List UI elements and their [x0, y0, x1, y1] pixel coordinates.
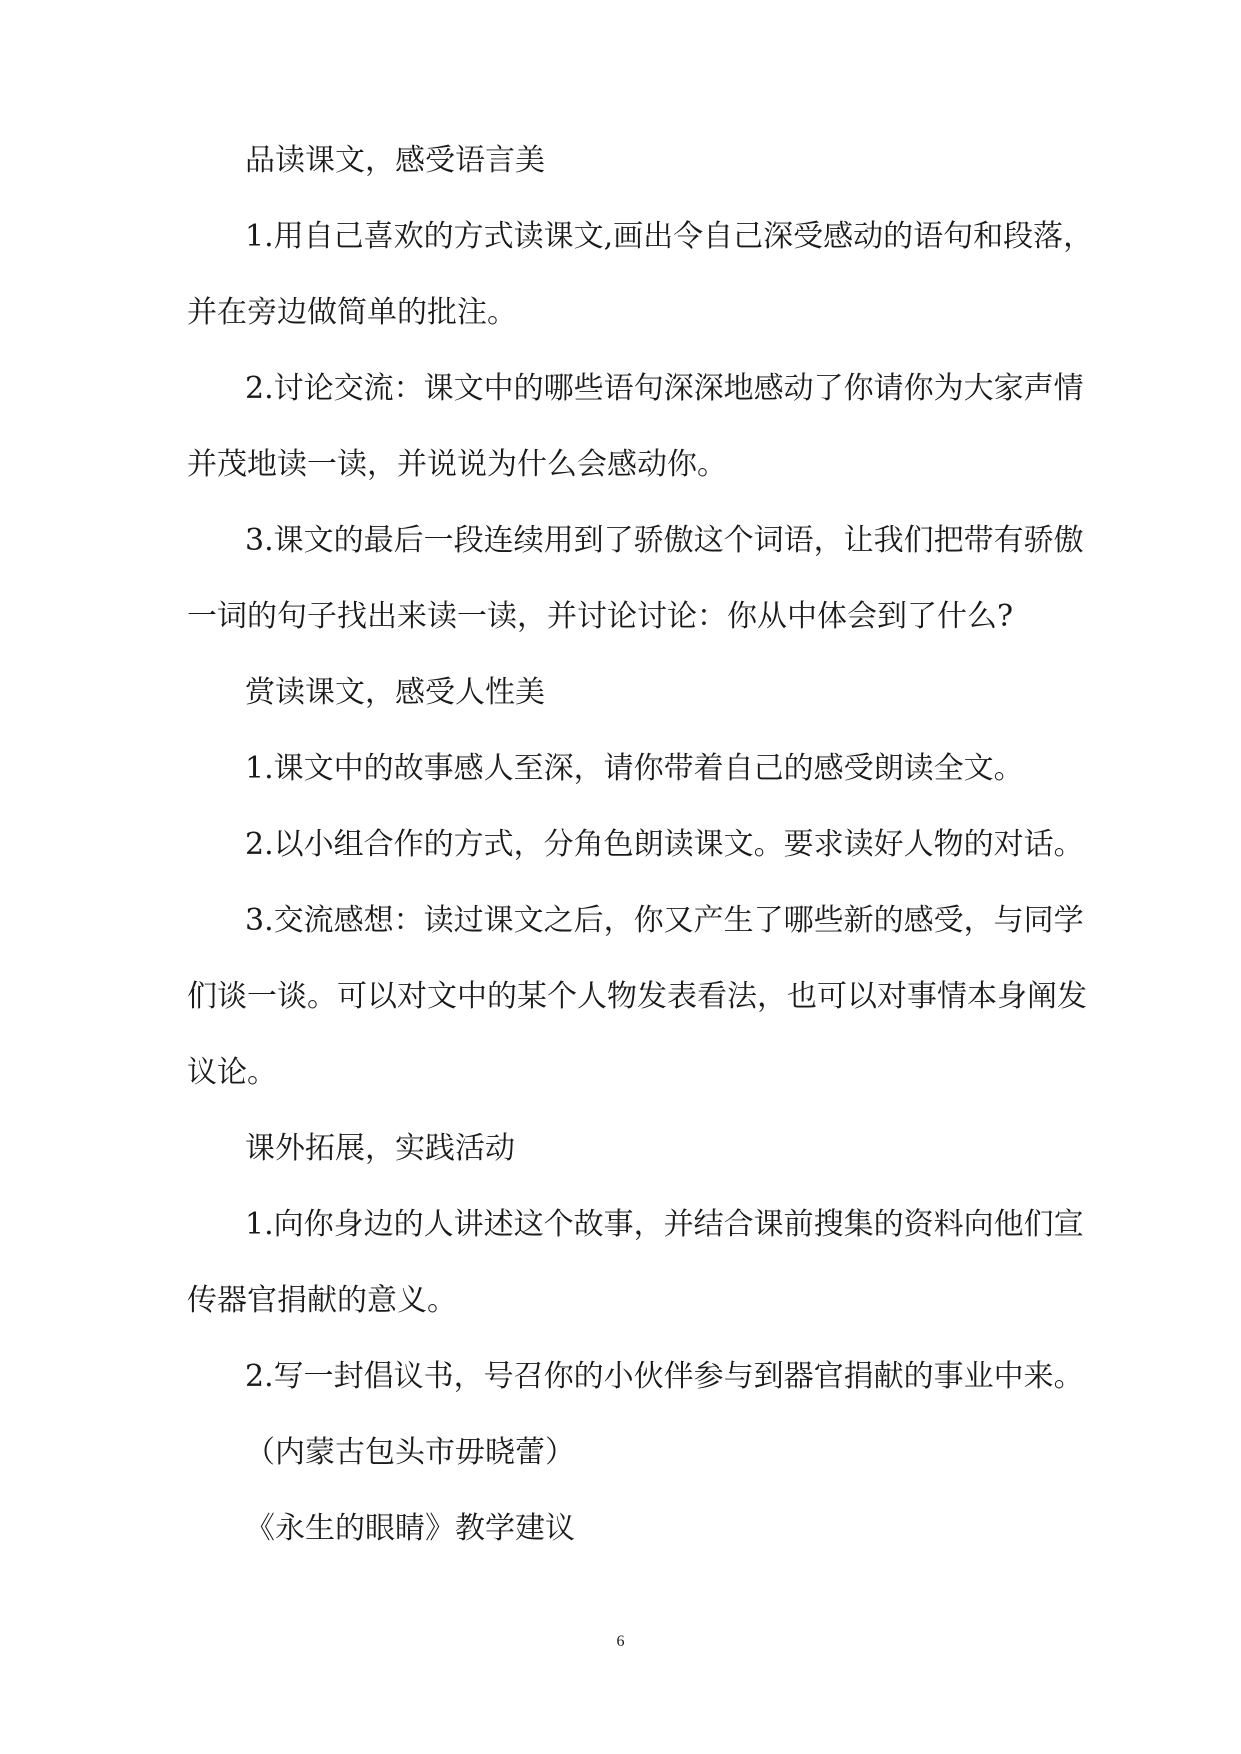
paragraph-line: 传器官捐献的意义。 — [187, 1283, 457, 1318]
section-heading-extension-activities: 课外拓展，实践活动 — [245, 1131, 515, 1166]
paragraph-line: 1.向你身边的人讲述这个故事，并结合课前搜集的资料向他们宣 — [245, 1207, 1084, 1242]
paragraph-line: 2.写一封倡议书，号召你的小伙伴参与到器官捐献的事业中来。 — [245, 1359, 1084, 1394]
paragraph-line: 们谈一谈。可以对文中的某个人物发表看法，也可以对事情本身阐发 — [187, 979, 1087, 1014]
paragraph-line: 2.以小组合作的方式，分角色朗读课文。要求读好人物的对话。 — [245, 827, 1084, 862]
paragraph-line: 一词的句子找出来读一读，并讨论讨论：你从中体会到了什么? — [187, 599, 1014, 634]
author-attribution: （内蒙古包头市毋晓蕾） — [245, 1435, 575, 1470]
paragraph-line: 并茂地读一读，并说说为什么会感动你。 — [187, 447, 727, 482]
paragraph-line: 并在旁边做简单的批注。 — [187, 295, 517, 330]
paragraph-line: 1.课文中的故事感人至深，请你带着自己的感受朗读全文。 — [245, 751, 1024, 786]
document-body — [187, 142, 1094, 1586]
paragraph-line: 2.讨论交流：课文中的哪些语句深深地感动了你请你为大家声情 — [245, 371, 1084, 406]
paragraph-line: 3.交流感想：读过课文之后，你又产生了哪些新的感受，与同学 — [245, 903, 1084, 938]
paragraph-line: 议论。 — [187, 1055, 277, 1090]
section-heading-appreciate-language: 品读课文，感受语言美 — [245, 143, 545, 178]
next-section-title: 《永生的眼睛》教学建议 — [245, 1511, 575, 1546]
section-heading-appreciate-humanity: 赏读课文，感受人性美 — [245, 675, 545, 710]
paragraph-line: 1.用自己喜欢的方式读课文,画出令自己深受感动的语句和段落， — [245, 219, 1094, 254]
page-number: 6 — [616, 1633, 625, 1650]
paragraph-line: 3.课文的最后一段连续用到了骄傲这个词语，让我们把带有骄傲 — [245, 523, 1084, 558]
